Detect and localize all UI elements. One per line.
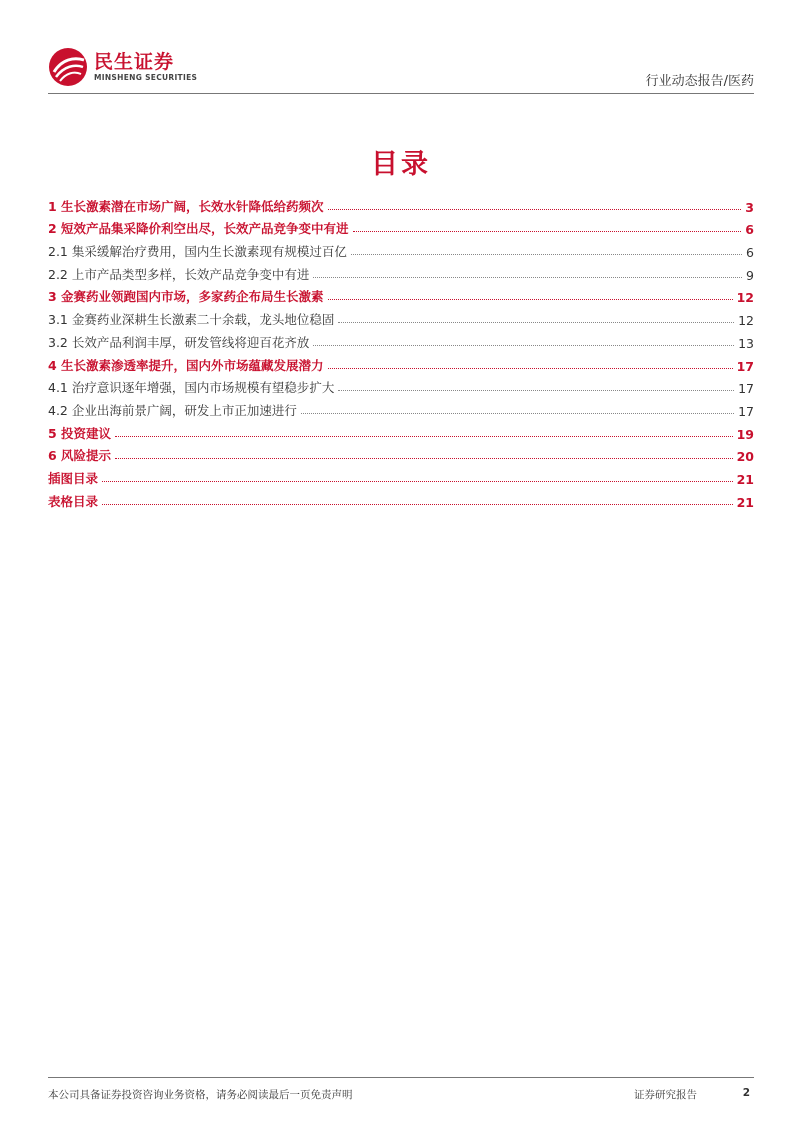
- toc-leader-dots: [351, 254, 742, 255]
- toc-entry-text: 4.2 企业出海前景广阔，研发上市正加速进行: [48, 402, 297, 418]
- toc-entry[interactable]: [48, 351, 754, 374]
- toc-leader-dots: [353, 231, 742, 232]
- toc-entry-page: 12: [738, 313, 754, 329]
- page-header: [48, 44, 754, 94]
- toc-entry-page: 17: [736, 358, 754, 374]
- toc-leader-dots: [102, 504, 733, 505]
- page-number: 2: [742, 1087, 750, 1099]
- toc-entry-text: 表格目录: [48, 493, 99, 509]
- toc-entry[interactable]: [48, 305, 754, 328]
- toc-entry[interactable]: [48, 260, 754, 283]
- toc-entry-text: 6 风险提示: [48, 448, 112, 464]
- logo-english-name: MINSHENG SECURITIES: [94, 73, 198, 82]
- toc-entry[interactable]: [48, 396, 754, 419]
- toc-entry-text: 2.2 上市产品类型多样，长效产品竞争变中有进: [48, 266, 310, 282]
- toc-leader-dots: [313, 345, 734, 346]
- toc-entry[interactable]: [48, 442, 754, 465]
- toc-entry[interactable]: [48, 464, 754, 487]
- toc-entry[interactable]: [48, 215, 754, 238]
- footer-divider: [48, 1077, 754, 1078]
- toc-leader-dots: [328, 209, 742, 210]
- toc-leader-dots: [313, 277, 742, 278]
- table-of-contents: [48, 192, 754, 510]
- toc-leader-dots: [115, 436, 733, 437]
- logo-chinese-name: 民生证券: [94, 51, 175, 73]
- footer-disclaimer: 本公司具备证券投资咨询业务资格，请务必阅读最后一页免责声明: [48, 1089, 353, 1101]
- toc-entry-text: 2 短效产品集采降价利空出尽，长效产品竞争变中有进: [48, 221, 349, 237]
- toc-entry-page: 13: [738, 335, 754, 351]
- toc-entry-page: 21: [736, 494, 754, 510]
- toc-leader-dots: [328, 368, 733, 369]
- toc-entry-page: 17: [738, 403, 754, 419]
- toc-leader-dots: [328, 299, 733, 300]
- toc-entry-page: 6: [745, 222, 754, 238]
- toc-entry[interactable]: [48, 328, 754, 351]
- toc-entry-text: 3 金赛药业领跑国内市场，多家药企布局生长激素: [48, 289, 324, 305]
- toc-entry-page: 9: [746, 267, 754, 283]
- toc-entry-page: 12: [736, 290, 754, 306]
- minsheng-logo-icon: [48, 47, 88, 87]
- toc-entry-page: 6: [746, 245, 754, 261]
- toc-entry-page: 17: [738, 381, 754, 397]
- toc-entry-text: 2.1 集采缓解治疗费用，国内生长激素现有规模过百亿: [48, 244, 347, 260]
- toc-entry-text: 3.1 金赛药业深耕生长激素二十余载，龙头地位稳固: [48, 312, 335, 328]
- toc-entry[interactable]: [48, 374, 754, 397]
- toc-entry[interactable]: [48, 487, 754, 510]
- toc-leader-dots: [301, 413, 734, 414]
- toc-entry-page: 21: [736, 471, 754, 487]
- toc-entry-text: 3.2 长效产品利润丰厚，研发管线将迎百花齐放: [48, 334, 310, 350]
- toc-leader-dots: [338, 322, 734, 323]
- toc-leader-dots: [115, 458, 733, 459]
- toc-leader-dots: [102, 481, 733, 482]
- toc-entry-text: 4.1 治疗意识逐年增强，国内市场规模有望稳步扩大: [48, 380, 335, 396]
- toc-title: 目录: [371, 149, 431, 180]
- company-logo: [48, 44, 197, 90]
- toc-entry-text: 插图目录: [48, 470, 99, 486]
- toc-entry-text: 5 投资建议: [48, 425, 112, 441]
- toc-entry-page: 19: [736, 426, 754, 442]
- toc-entry-text: 4 生长激素渗透率提升，国内外市场蕴藏发展潜力: [48, 357, 324, 373]
- header-divider: [48, 93, 754, 94]
- toc-entry[interactable]: [48, 419, 754, 442]
- toc-entry-page: 3: [745, 199, 754, 215]
- toc-entry-page: 20: [736, 449, 754, 465]
- toc-entry[interactable]: [48, 237, 754, 260]
- footer-doc-kind: 证券研究报告: [634, 1089, 697, 1101]
- toc-entry[interactable]: [48, 283, 754, 306]
- toc-entry[interactable]: [48, 192, 754, 215]
- toc-entry-text: 1 生长激素潜在市场广阔，长效水针降低给药频次: [48, 198, 324, 214]
- toc-leader-dots: [338, 390, 734, 391]
- report-type-label: 行业动态报告/医药: [645, 74, 754, 89]
